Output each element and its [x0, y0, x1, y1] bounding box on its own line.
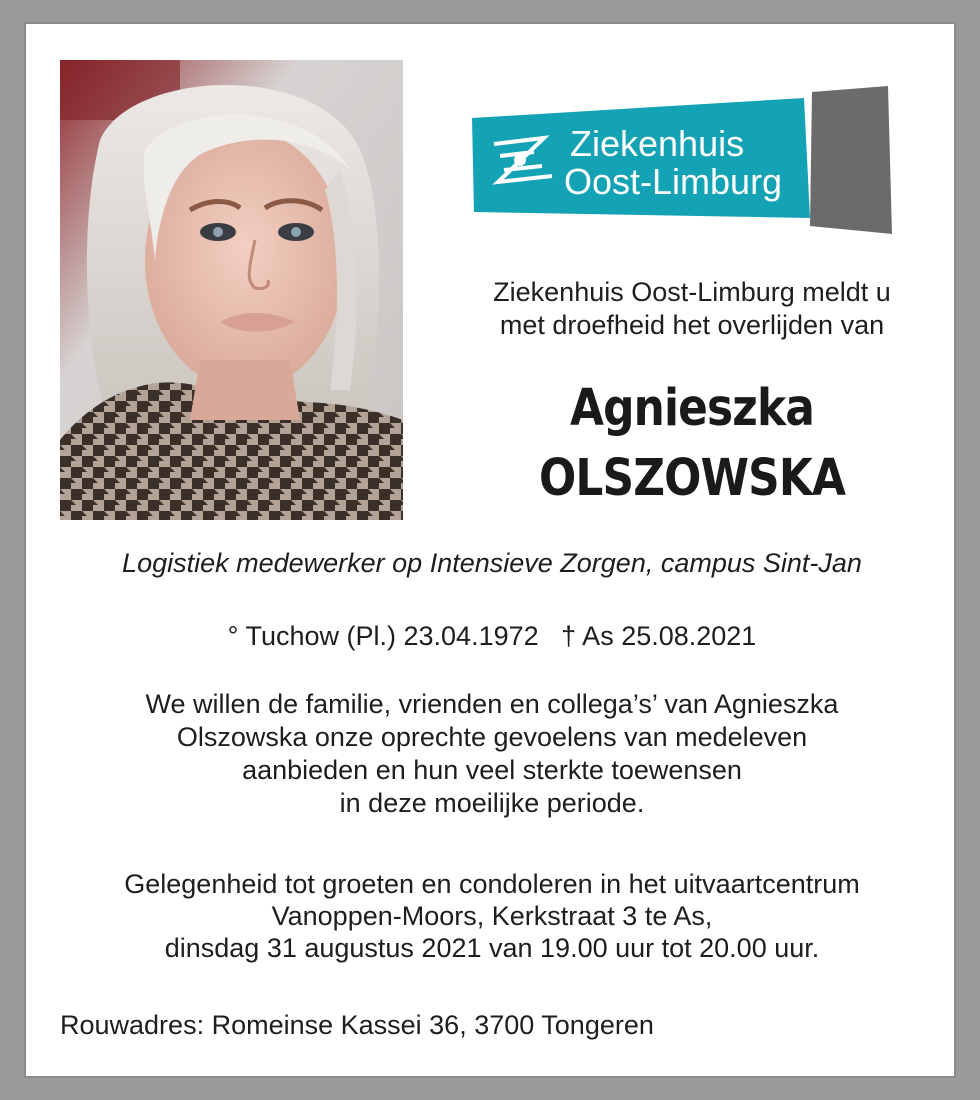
life-dates [26, 619, 958, 653]
visitation-info [26, 868, 958, 964]
portrait-photo [60, 60, 403, 520]
portrait-illustration [60, 60, 403, 520]
sympathy-line4: in deze moeilijke periode. [339, 788, 645, 818]
intro-line2: met droefheid het overlijden van [499, 310, 885, 340]
sympathy-message [26, 688, 958, 820]
first-name: Agnieszka [569, 379, 814, 438]
logo-line1: Ziekenhuis [570, 123, 745, 164]
visitation-line2: Vanoppen-Moors, Kerkstraat 3 te As, [271, 901, 713, 931]
intro-line1: Ziekenhuis Oost-Limburg meldt u [493, 277, 891, 307]
birth-date: ° Tuchow (Pl.) 23.04.1972 [227, 621, 539, 651]
last-name: OLSZOWSKA [538, 449, 846, 508]
role-text: Logistiek medewerker op Intensieve Zorgen, campus Sint-Jan [122, 548, 862, 578]
sympathy-line1: We willen de familie, vrienden en collega’s’ van Agnieszka [145, 689, 839, 719]
visitation-line1: Gelegenheid tot groeten en condoleren in het uitvaartcentrum [124, 869, 860, 899]
mourning-address: Rouwadres: Romeinse Kassei 36, 3700 Tongeren [60, 1010, 654, 1040]
sympathy-line3: aanbieden en hun veel sterkte toewensen [242, 755, 742, 785]
deceased-name [453, 374, 931, 514]
obituary-card [24, 22, 956, 1078]
visitation-line3: dinsdag 31 augustus 2021 van 19.00 uur tot 20.00 uur. [164, 933, 820, 963]
sympathy-line2: Olszowska onze oprechte gevoelens van medeleven [176, 722, 808, 752]
death-date: † As 25.08.2021 [561, 621, 757, 651]
logo-gray-block [810, 86, 892, 234]
logo-graphic [472, 86, 894, 236]
logo-line2: Oost-Limburg [564, 161, 783, 202]
hospital-logo [472, 86, 894, 236]
intro-text [414, 276, 970, 342]
